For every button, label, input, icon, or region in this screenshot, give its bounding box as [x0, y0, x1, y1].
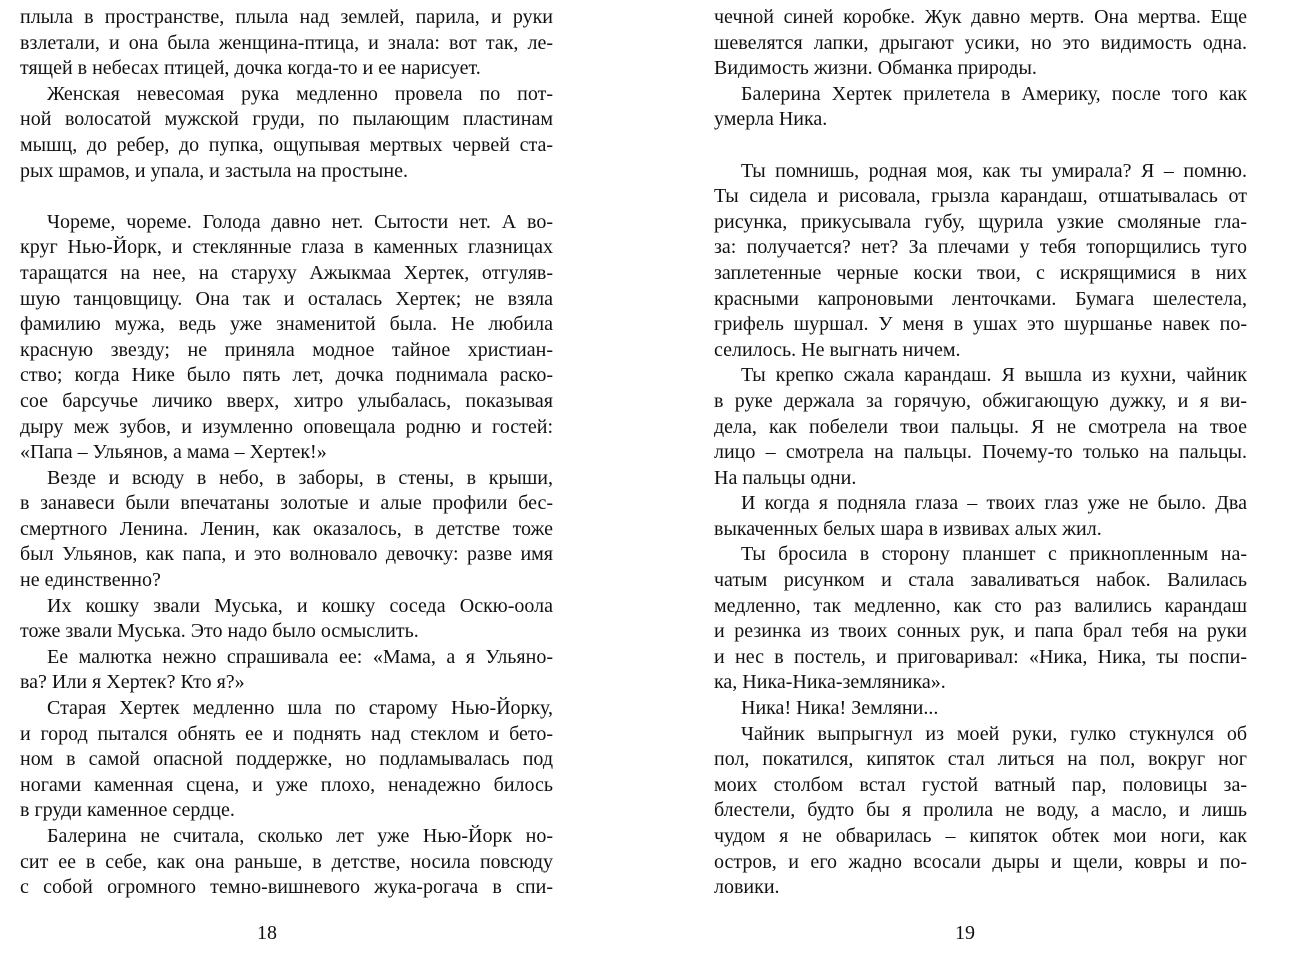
text-line: смертного Ленина. Ленин, как оказалось, в детстве тоже	[20, 517, 553, 540]
text-line: ном в самой опасной поддержке, но подламывалась под	[20, 748, 553, 771]
text-line: «Папа – Ульянов, а мама – Хертек!»	[20, 441, 327, 464]
text-line: тящей в небесах птицей, дочка когда-то и ее нарисует.	[20, 57, 481, 80]
text-line: рых шрамов, и упала, и застыла на простыне.	[20, 159, 408, 182]
left-page-text	[20, 5, 553, 901]
text-line: выкаченных белых шара в извивах алых жил.	[714, 517, 1102, 540]
text-line: дела, как побелели твои пальцы. Я не смотрела на твое	[714, 415, 1247, 438]
text-line: ногами каменная сцена, и уже плохо, ненадежно билось	[20, 773, 553, 796]
text-line: с собой огромного темно-вишневого жука-рогача в спи-	[20, 876, 553, 899]
text-line: Старая Хертек медленно шла по старому Нью-Йорку,	[47, 697, 553, 720]
text-line: тоже звали Муська. Это надо было осмыслить.	[20, 620, 419, 643]
text-line: и резинка из твоих сонных рук, и папа брал тебя на руки	[714, 620, 1247, 643]
text-line: в груди каменное сердце.	[20, 799, 235, 822]
text-line: не единственно?	[20, 569, 161, 592]
text-line: Балерина не считала, сколько лет уже Нью-Йорк но-	[47, 825, 553, 847]
text-line: селилось. Не выгнать ничем.	[714, 338, 961, 361]
text-line: шую танцовщицу. Она так и осталась Хертек; не взяла	[20, 287, 553, 310]
text-line: Их кошку звали Муська, и кошку соседа Оскю-оола	[47, 594, 553, 617]
text-line: рисунка, прикусывала губу, щурила узкие смоляные гла-	[714, 210, 1247, 233]
text-line: ловики.	[714, 876, 780, 899]
right-page	[714, 5, 1247, 955]
text-line: фамилию мужа, ведь уже знаменитой была. Не любила	[20, 313, 553, 336]
text-line: был Ульянов, как папа, и это волновало девочку: разве имя	[20, 543, 553, 566]
text-line: красными капроновыми ленточками. Бумага шелестела,	[714, 287, 1247, 310]
text-line: пол, покатился, кипяток стал литься на пол, вокруг ног	[714, 748, 1247, 771]
left-page	[20, 5, 553, 955]
text-line: ва? Или я Хертек? Кто я?»	[20, 671, 245, 694]
text-line: круг Нью-Йорк, и стеклянные глаза в каменных глазницах	[20, 236, 553, 259]
text-line: чудом я не обварилась – кипяток обтек мои ноги, как	[714, 825, 1247, 847]
text-line: дыру меж зубов, и изумленно оповещала родню и гостей:	[20, 415, 553, 438]
text-line: сое барсучье личико вверх, хитро улыбалась, показывая	[20, 389, 553, 412]
text-line: таращатся на нее, на старуху Ажыкмаа Хертек, отгуляв-	[20, 261, 553, 284]
text-line: И когда я подняла глаза – твоих глаз уже не было. Два	[741, 492, 1247, 515]
text-line: за: получается? нет? За плечами у тебя топорщились туго	[714, 236, 1247, 259]
text-line: Видимость жизни. Обманка природы.	[714, 57, 1037, 80]
text-line: Ты сидела и рисовала, грызла карандаш, отшатывалась от	[714, 185, 1247, 208]
text-line: шевелятся лапки, дрыгают усики, но это видимость одна.	[714, 31, 1247, 54]
text-line: Чореме, чореме. Голода давно нет. Сытости нет. А во-	[47, 210, 553, 233]
text-line: взлетали, и она была женщина-птица, и знала: вот так, ле-	[20, 31, 553, 54]
text-line: чатым рисунком и стала заваливаться набок. Валилась	[714, 569, 1247, 592]
text-line: Везде и всюду в небо, в заборы, в стены, в крыши,	[47, 466, 553, 489]
text-line: красную звезду; не приняла модное тайное христиан-	[20, 338, 553, 361]
text-line: Ты крепко сжала карандаш. Я вышла из кухни, чайник	[741, 364, 1247, 387]
text-line: ка, Ника-Ника-земляника».	[714, 671, 946, 694]
right-page-number: 19	[955, 922, 975, 944]
text-line	[20, 184, 553, 210]
text-line: грифель шуршал. У меня в ушах это шуршанье навек по-	[714, 313, 1247, 336]
text-line: и нес в постель, и приговаривал: «Ника, Ника, ты поспи-	[714, 645, 1247, 668]
text-line: Ты помнишь, родная моя, как ты умирала? Я – помню.	[741, 159, 1247, 182]
text-line: Женская невесомая рука медленно провела по пот-	[47, 82, 553, 105]
text-line: ной волосатой мужской груди, по пылающим пластинам	[20, 108, 553, 131]
text-line: умерла Ника.	[714, 108, 828, 131]
text-line: в занавеси были впечатаны золотые и алые профили бес-	[20, 492, 553, 515]
text-line: остров, и его жадно всосали дыры и щели, ковры и по-	[714, 850, 1247, 873]
text-line: сит ее в себе, как она раньше, в детстве, носила повсюду	[20, 850, 553, 873]
text-line: Балерина Хертек прилетела в Америку, после того как	[741, 82, 1247, 105]
text-line: ство; когда Нике было пять лет, дочка поднимала раско-	[20, 364, 553, 387]
text-line: Ее малютка нежно спрашивала ее: «Мама, а я Ульяно-	[47, 645, 553, 668]
text-line: медленно, так медленно, как сто раз валились карандаш	[714, 594, 1247, 617]
text-line: мышц, до ребер, до пупка, ощупывая мертвых червей ста-	[20, 133, 553, 156]
text-line: плыла в пространстве, плыла над землей, парила, и руки	[20, 6, 553, 28]
text-line	[714, 133, 1247, 159]
text-line: лицо – смотрела на пальцы. Почему-то только на пальцы.	[714, 441, 1247, 464]
text-line: На пальцы одни.	[714, 466, 857, 489]
text-line: моих столбом встал густой ватный пар, половицы за-	[714, 773, 1247, 796]
text-line: блестели, будто бы я пролила не воду, а масло, и лишь	[714, 799, 1247, 822]
text-line: Чайник выпрыгнул из моей руки, гулко стукнулся об	[741, 722, 1247, 745]
text-line: в руке держала за горячую, обжигающую дужку, и я ви-	[714, 389, 1247, 412]
text-line: заплетенные черные коски твои, с искрящимися в них	[714, 261, 1247, 284]
text-line: Ника! Ника! Земляни...	[741, 697, 939, 720]
text-line: Ты бросила в сторону планшет с прикнопленным на-	[741, 543, 1247, 566]
text-line: и город пытался обнять ее и поднять над стеклом и бето-	[20, 722, 553, 745]
left-page-number: 18	[257, 922, 277, 944]
text-line: чечной синей коробке. Жук давно мертв. Она мертва. Еще	[714, 6, 1247, 28]
right-page-text	[714, 5, 1247, 901]
